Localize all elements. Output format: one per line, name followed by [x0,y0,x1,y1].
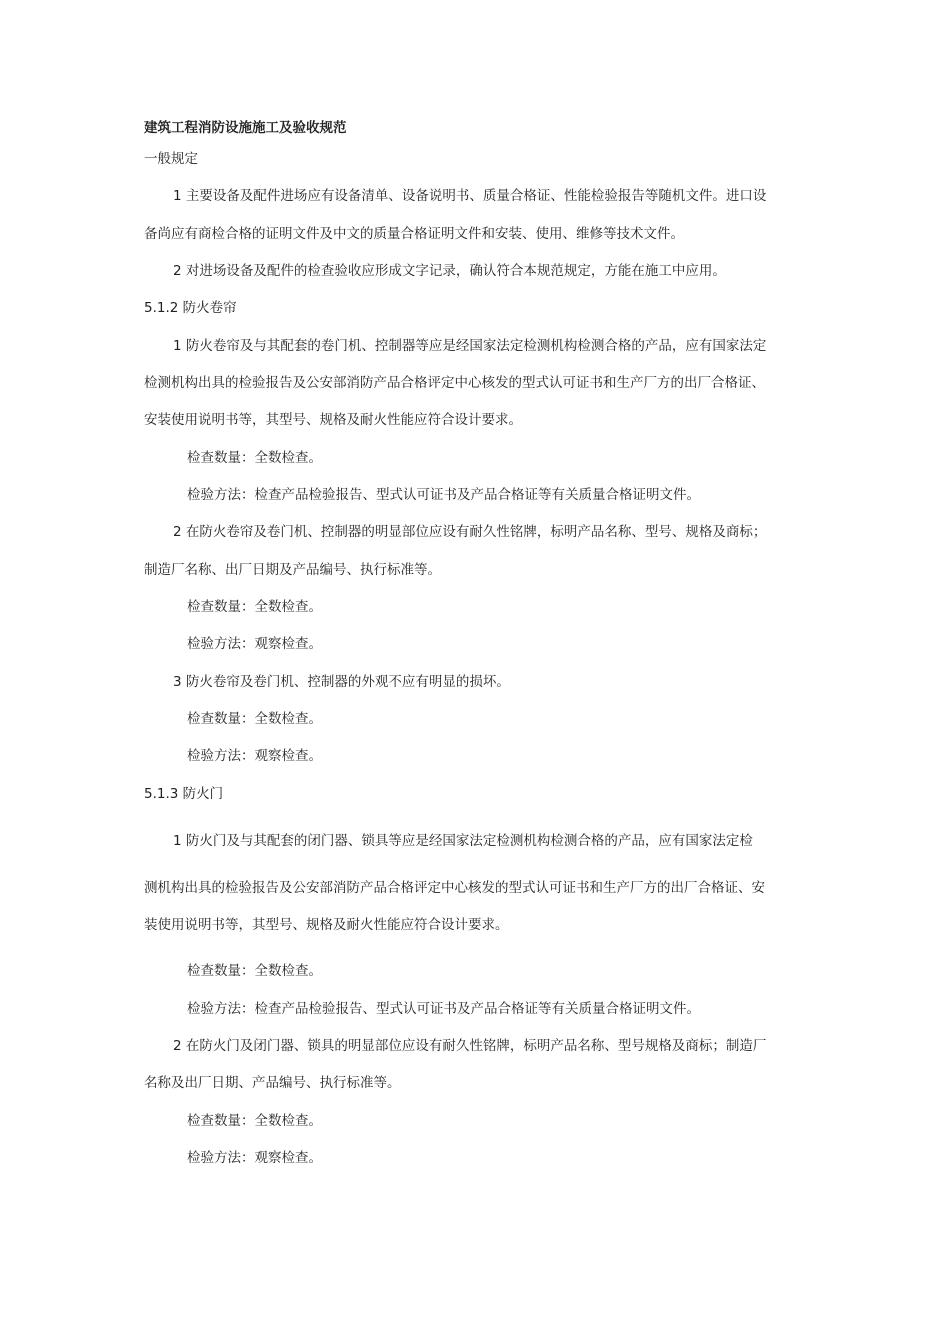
s513-item-1-check-quantity: 检查数量：全数检查。 [187,963,322,979]
general-item-1-line-2: 备尚应有商检合格的证明文件及中文的质量合格证明文件和安装、使用、维修等技术文件。 [144,226,684,242]
s512-item-2-line-1: 2 在防火卷帘及卷门机、控制器的明显部位应设有耐久性铭牌，标明产品名称、型号、规格及商标； [173,524,767,540]
s513-item-1-check-method: 检验方法：检查产品检验报告、型式认可证书及产品合格证等有关质量合格证明文件。 [187,1001,700,1017]
s513-item-1-line-1: 1 防火门及与其配套的闭门器、锁具等应是经国家法定检测机构检测合格的产品，应有国家法定检 [173,833,753,849]
s513-item-2-check-quantity: 检查数量：全数检查。 [187,1113,322,1129]
s512-item-3: 3 防火卷帘及卷门机、控制器的外观不应有明显的损坏。 [173,674,510,690]
s513-item-2-line-2: 名称及出厂日期、产品编号、执行标准等。 [144,1075,401,1091]
document-title: 建筑工程消防设施施工及验收规范 [144,120,347,136]
s512-item-1-check-method: 检验方法：检查产品检验报告、型式认可证书及产品合格证等有关质量合格证明文件。 [187,487,700,503]
s512-item-2-line-2: 制造厂名称、出厂日期及产品编号、执行标准等。 [144,562,441,578]
s512-item-3-check-method: 检验方法：观察检查。 [187,748,322,764]
s513-item-2-line-1: 2 在防火门及闭门器、锁具的明显部位应设有耐久性铭牌，标明产品名称、型号规格及商标；制造厂 [173,1038,767,1054]
heading-5-1-3: 5.1.3 防火门 [144,786,224,802]
heading-5-1-2: 5.1.2 防火卷帘 [144,300,237,316]
s512-item-1-line-3: 安装使用说明书等，其型号、规格及耐火性能应符合设计要求。 [144,412,522,428]
s512-item-1-line-1: 1 防火卷帘及与其配套的卷门机、控制器等应是经国家法定检测机构检测合格的产品，应有国家法定 [173,338,767,354]
s512-item-3-check-quantity: 检查数量：全数检查。 [187,711,322,727]
heading-general: 一般规定 [144,151,198,167]
s513-item-1-line-2: 测机构出具的检验报告及公安部消防产品合格评定中心核发的型式认可证书和生产厂方的出厂合格证、安 [144,880,765,896]
s512-item-2-check-method: 检验方法：观察检查。 [187,636,322,652]
general-item-1-line-1: 1 主要设备及配件进场应有设备清单、设备说明书、质量合格证、性能检验报告等随机文件。进口设 [173,188,767,204]
general-item-2: 2 对进场设备及配件的检查验收应形成文字记录，确认符合本规范规定，方能在施工中应用。 [173,263,726,279]
s512-item-1-line-2: 检测机构出具的检验报告及公安部消防产品合格评定中心核发的型式认可证书和生产厂方的出厂合格证、 [144,375,765,391]
s512-item-2-check-quantity: 检查数量：全数检查。 [187,599,322,615]
s513-item-1-line-3: 装使用说明书等，其型号、规格及耐火性能应符合设计要求。 [144,917,509,933]
s512-item-1-check-quantity: 检查数量：全数检查。 [187,450,322,466]
s513-item-2-check-method: 检验方法：观察检查。 [187,1150,322,1166]
